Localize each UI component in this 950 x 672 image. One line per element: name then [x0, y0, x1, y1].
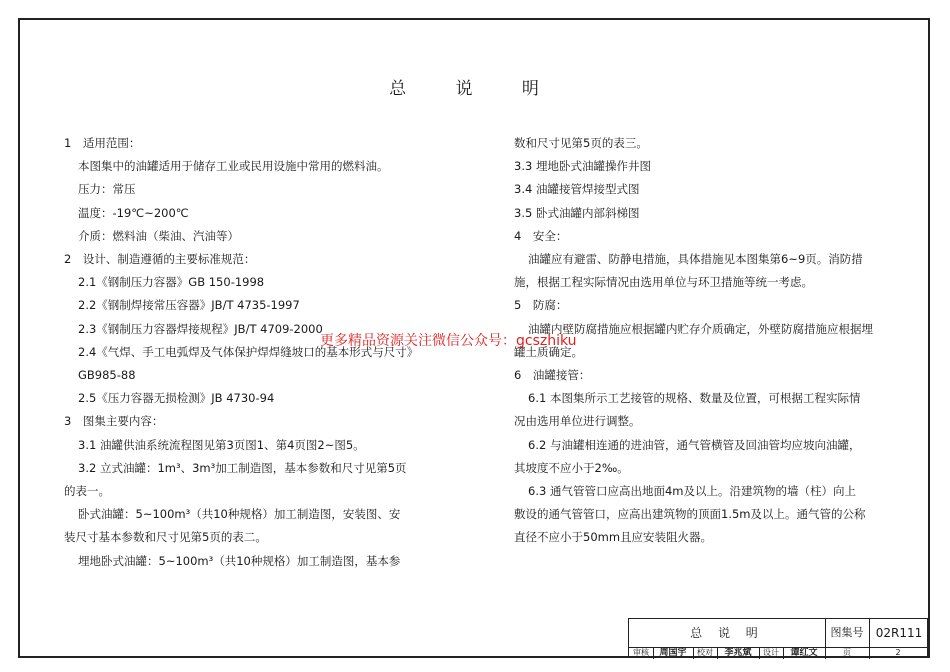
title-block-top-row	[629, 619, 927, 648]
section-heading: 2 设计、制造遵循的主要标准规范：	[64, 252, 256, 267]
page-label: 页	[825, 647, 870, 659]
text-line: 数和尺寸见第5页的表三。	[514, 136, 648, 150]
text-line: 3.5 卧式油罐内部斜梯图	[514, 205, 640, 220]
text-line: 况由选用单位进行调整。	[514, 414, 641, 429]
section-heading: 6 油罐接管：	[514, 368, 591, 383]
section-heading: 5 防腐：	[514, 298, 568, 313]
text-line: 罐土质确定。	[514, 344, 583, 359]
text-line: 介质：燃料油（柴油、汽油等）	[78, 228, 239, 243]
watermark-text: 更多精品资源关注微信公众号：gcszhiku	[320, 333, 577, 349]
drawing-name: 总 说 明	[629, 619, 826, 647]
text-line: 6.2 与油罐相连通的进油管，通气管横管及回油管均应坡向油罐，	[528, 437, 861, 452]
set-number: 02R111	[875, 626, 923, 640]
text-line: 2.4《气焊、手工电弧焊及气体保护焊焊缝坡口的基本形式与尺寸》	[78, 344, 419, 359]
review-signature: 周国宇	[653, 647, 694, 659]
text-line: 油罐应有避雷、防静电措施，具体措施见本图集第6~9页。消防措	[528, 252, 863, 267]
text-line: 3.3 埋地卧式油罐操作井图	[514, 159, 651, 174]
text-line: 2.1《钢制压力容器》GB 150-1998	[78, 275, 265, 290]
section-heading: 3 图集主要内容：	[64, 414, 164, 429]
text-line: 2.2《钢制焊接常压容器》JB/T 4735-1997	[78, 298, 300, 313]
title-block-sign-row	[629, 647, 927, 659]
text-line: 3.4 油罐接管焊接型式图	[514, 182, 640, 197]
design-signature: 谭红文	[783, 647, 826, 659]
text-line: 卧式油罐：5~100m³（共10种规格）加工制造图，安装图、安	[78, 507, 401, 522]
check-signature: 李兆斌	[717, 647, 760, 659]
section-heading: 1 适用范围：	[64, 136, 141, 150]
text-line: 2.5《压力容器无损检测》JB 4730-94	[78, 391, 275, 406]
design-label: 设计	[759, 647, 784, 659]
title-block	[628, 618, 928, 658]
left-column	[64, 132, 484, 573]
text-line: 6.1 本图集所示工艺接管的规格、数量及位置，可根据工程实际情	[528, 391, 861, 406]
text-line: 3.2 立式油罐：1m³、3m³加工制造图，基本参数和尺寸见第5页	[78, 460, 407, 475]
text-line: 直径不应小于50mm且应安装阻火器。	[514, 530, 713, 545]
page-title: 总 说 明	[389, 79, 561, 99]
text-line: 敷设的通气管管口，应高出建筑物的顶面1.5m及以上。通气管的公称	[514, 507, 866, 522]
text-line: 6.3 通气管管口应高出地面4m及以上。沿建筑物的墙（柱）向上	[528, 484, 856, 499]
review-label: 审核	[629, 647, 654, 659]
text-line: 装尺寸基本参数和尺寸见第5页的表二。	[64, 530, 267, 545]
text-line: 本图集中的油罐适用于储存工业或民用设施中常用的燃料油。	[78, 159, 389, 174]
text-line: 油罐内壁防腐措施应根据罐内贮存介质确定，外壁防腐措施应根据埋	[528, 321, 873, 336]
text-line: 其坡度不应小于2‰。	[514, 460, 629, 475]
text-line: 温度：-19℃~200℃	[78, 205, 189, 220]
text-line: 压力：常压	[78, 182, 136, 197]
check-label: 校对	[693, 647, 718, 659]
text-line: 的表一。	[64, 484, 110, 499]
text-line: 施，根据工程实际情况由选用单位与环卫措施等统一考虑。	[514, 275, 813, 290]
section-heading: 4 安全：	[514, 228, 568, 243]
page-number: 2	[895, 648, 901, 657]
text-line: GB985-88	[78, 368, 136, 383]
text-line: 埋地卧式油罐：5~100m³（共10种规格）加工制造图，基本参	[78, 553, 401, 568]
set-number-label: 图集号	[825, 619, 870, 647]
text-line: 2.3《钢制压力容器焊接规程》JB/T 4709-2000	[78, 321, 323, 336]
text-line: 3.1 油罐供油系统流程图见第3页图1、第4页图2~图5。	[78, 437, 365, 452]
